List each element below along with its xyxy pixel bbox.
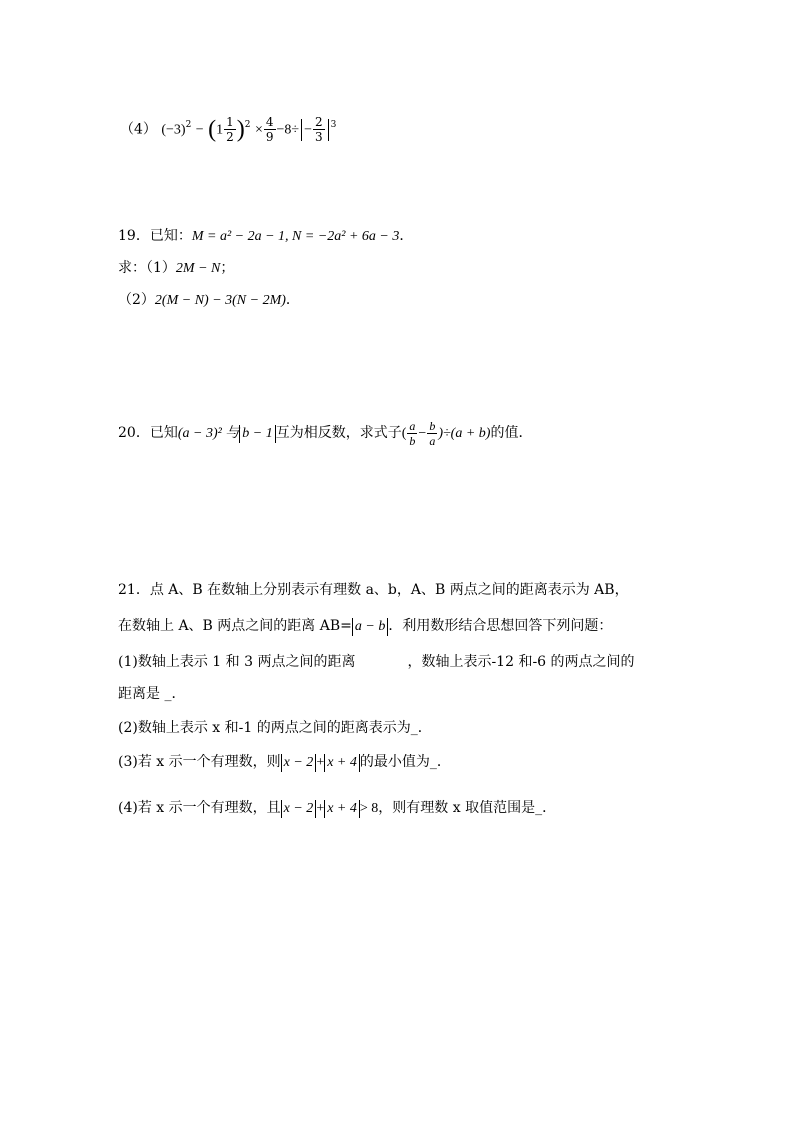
abs-bar-left [301,119,302,141]
q18-4-rest: −8÷ [276,122,300,138]
q18-4-minus: − [195,122,204,138]
q21-part2: (2)数轴上表示 x 和-1 的两点之间的距离表示为_． [118,720,432,736]
q18-4-expression [120,115,336,145]
q19-prefix: 19．已知： [118,228,192,244]
q21-abs-a-minus-b: a − b [352,618,388,636]
q21-line2 [118,616,612,636]
q20-abs-value: b − 1 [239,425,275,443]
q18-4-exp3: 3 [330,119,337,130]
fraction-numerator: a [409,418,416,433]
abs-bar-right [328,119,329,141]
q18-4-fraction-half [224,115,236,144]
q19-line1-end: ． [399,228,414,244]
q21-line1: 21．点 A、B 在数轴上分别表示有理数 a、b，A、B 两点之间的距离表示为 AB， [118,582,629,598]
q20-fraction-a-over-b [407,419,417,448]
q19-part2-prefix: （2） [118,292,155,308]
q19-given-math: M = a² − 2a − 1, N = −2a² + 6a − 3 [191,229,400,244]
q19-part1-math: 2M − N [175,261,221,276]
q18-4-times: × [254,122,263,138]
q21-part4-plus: + [316,801,325,816]
q18-4-term1: (−3) [161,122,186,138]
q21-part1-b: ，数轴上表示-12 和-6 的两点之间的 [407,654,635,670]
q21-part3-plus: + [316,755,325,770]
fraction-denominator: 2 [226,130,234,144]
q18-4-minus2: − [304,122,313,138]
q20-line [118,418,532,449]
q21-part4-gt: > 8 [359,801,379,816]
q21-line2-b: ．利用数形结合思想回答下列问题： [388,618,613,634]
q19-line3-end: ． [285,292,300,308]
q18-4-label: （4） [120,121,157,138]
q20-end: 的值． [490,425,533,441]
q20-minus: − [418,426,427,441]
q20-term1: (a − 3)² 与 [177,426,240,441]
fraction-denominator: a [429,433,436,448]
q20-prefix: 20．已知 [118,425,178,441]
q18-4-open-paren: ( [208,116,217,143]
q21-part3-line [118,752,451,773]
fraction-numerator: 1 [226,115,234,129]
q21-part4-abs1: x − 2 [281,800,317,818]
q21-line2-a: 在数轴上 A、B 两点之间的距离 AB= [118,618,352,634]
q19-part2-math: 2(M − N) − 3(N − 2M) [154,293,286,308]
q21-part4-a: (4)若 x 示一个有理数，且 [118,800,281,816]
q21-part3-b: 的最小值为_． [359,754,451,770]
q21-part1-a: (1)数轴上表示 1 和 3 两点之间的距离 [118,654,356,670]
q20-mid: 互为相反数，求式子 [275,425,402,441]
fraction-denominator: b [409,433,416,448]
q18-4-exp1: 2 [185,119,192,130]
q21-part1-cont: 距离是 _． [118,686,186,702]
q19-line3 [118,290,300,311]
q19-line2 [118,258,234,279]
q21-part3-abs1: x − 2 [281,754,317,772]
q21-part1-line [118,652,635,672]
q18-4-exp2: 2 [244,119,251,130]
q18-4-fraction-two-thirds [313,115,325,144]
q19-ask-prefix: 求：（1） [118,260,176,276]
fraction-numerator: 4 [265,115,274,129]
q20-open: ( [401,426,407,441]
q21-part4-abs2: x + 4 [324,800,360,818]
q18-4-fraction-four-ninths [264,115,276,144]
q19-line1 [118,226,413,247]
q18-4-mixed-whole: 1 [216,122,224,138]
q21-part4-line [118,798,556,819]
q21-part3-a: (3)若 x 示一个有理数，则 [118,754,281,770]
q20-close: )÷(a + b) [438,426,491,441]
q21-part4-b: ，则有理数 x 取值范围是_． [378,800,557,816]
q21-part3-abs2: x + 4 [324,754,360,772]
fraction-denominator: 3 [315,130,323,144]
fraction-numerator: 2 [315,115,323,129]
fraction-numerator: b [429,418,436,433]
fraction-denominator: 9 [265,130,274,144]
q19-line2-end: ； [220,260,235,276]
q18-4-close-paren: ) [236,116,245,143]
q20-fraction-b-over-a [427,419,437,448]
